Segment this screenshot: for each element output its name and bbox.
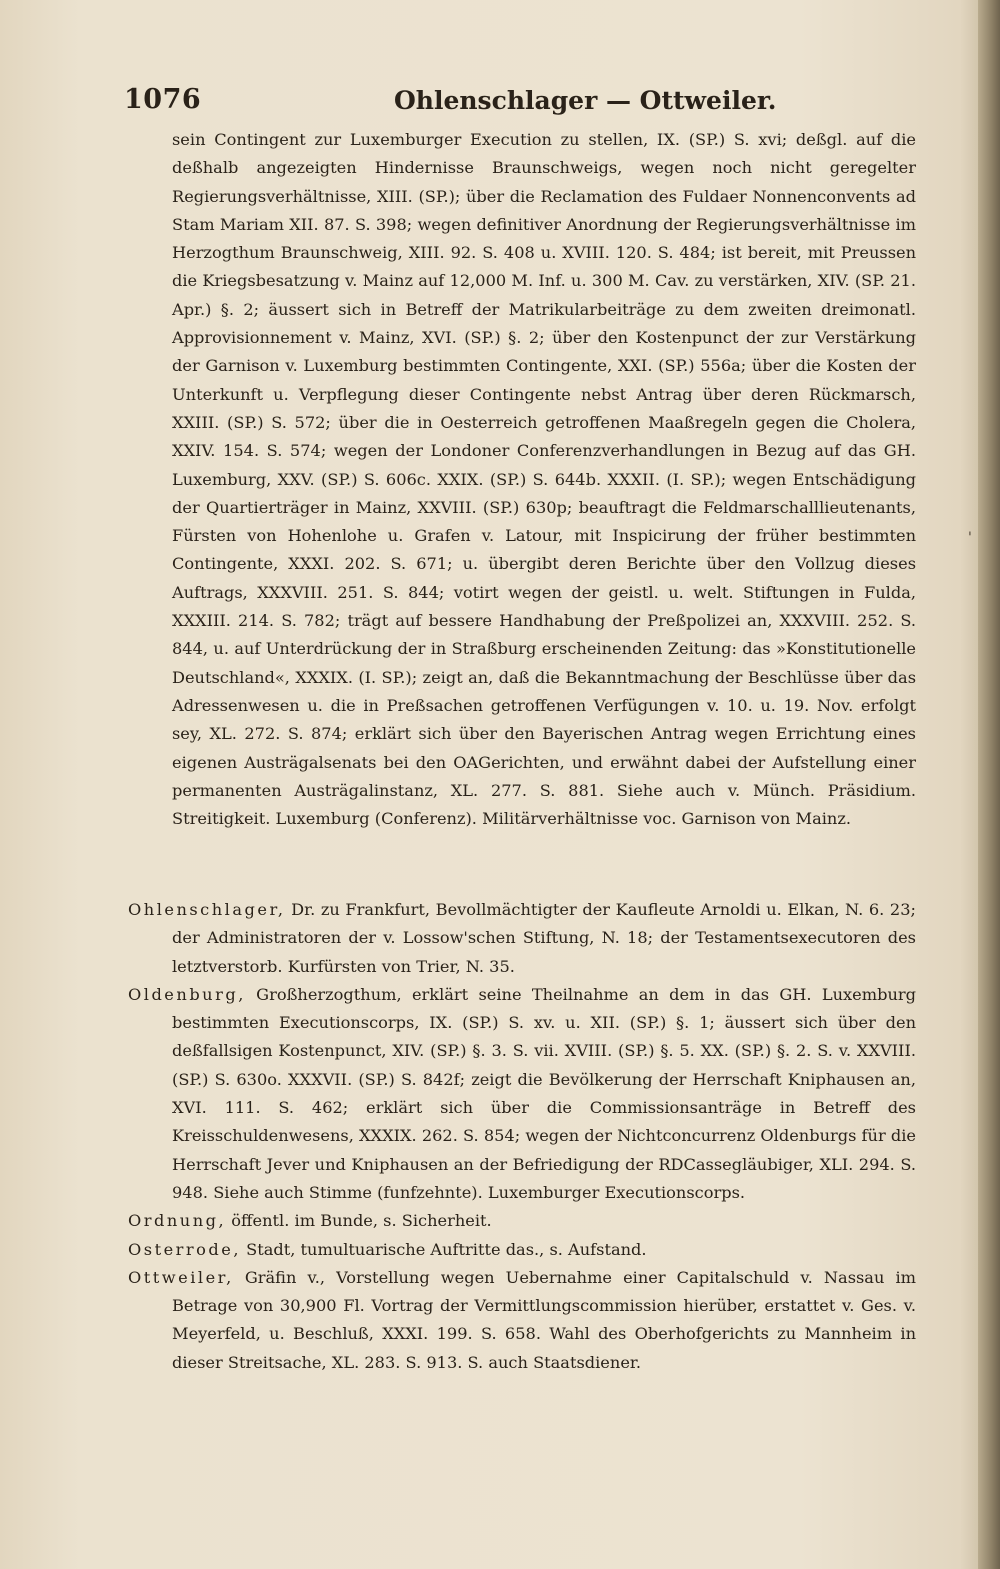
page-number: 1076 [124,84,202,115]
continuation-paragraph: sein Contingent zur Luxemburger Execution zu stellen, IX. (SP.) S. xvi; deßgl. auf die deßhalb angezeigten Hindernisse Braunschweigs, wegen noch nicht geregelter Regierungsverhältnisse, XIII. (SP.); über die Reclamation des Fuldaer Nonnenconvents ad Stam Mariam XII. 87. S. 398; wegen definitiver Anordnung der Regierungsverhältnisse im Herzogthum Braunschweig, XIII. 92. S. 408 u. XVIII. 120. S. 484; ist bereit, mit Preussen die Kriegsbesatzung v. Mainz auf 12,000 M. Inf. u. 300 M. Cav. zu verstärken, XIV. (SP. 21. Apr.) §. 2; äussert sich in Betreff der Matrikularbeiträge zu dem zweiten dreimonatl. Approvisionnement v. Mainz, XVI. (SP.) §. 2; über den Kostenpunct der zur Verstärkung der Garnison v. Luxemburg bestimmten Contingente, XXI. (SP.) 556a; über die Kosten der Unterkunft u. Verpflegung dieser Contingente nebst Antrag über deren Rückmarsch, XXIII. (SP.) S. 572; über die in Oesterreich getroffenen Maaßregeln gegen die Cholera, XXIV. 154. S. 574; wegen der Londoner Conferenzverhandlungen in Bezug auf das GH. Luxemburg, XXV. (SP.) S. 606c. XXIX. (SP.) S. 644b. XXXII. (I. SP.); wegen Entschädigung der Quartierträger in Mainz, XXVIII. (SP.) 630p; beauftragt die Feldmarschalllieutenants, Fürsten von Hohenlohe u. Grafen v. Latour, mit Inspicirung der früher bestimmten Contingente, XXXI. 202. S. 671; u. übergibt deren Berichte über den Vollzug dieses Auftrags, XXXVIII. 251. S. 844; votirt wegen der geistl. u. welt. Stiftungen in Fulda, XXXIII. 214. S. 782; trägt auf bessere Handhabung der Preßpolizei an, XXXVIII. 252. S. 844, u. auf Unterdrückung der in Straßburg erscheinenden Zeitung: das »Konstitutionelle Deutschland«, XXXIX. (I. SP.); zeigt an, daß die Bekanntmachung der Beschlüsse über das Adressenwesen u. die in Preßsachen getroffenen Verfügungen v. 10. u. 19. Nov. erfolgt sey, XL. 272. S. 874; erklärt sich über den Bayerischen Antrag wegen Errichtung eines eigenen Austrägalsenats bei den OAGerichten, und erwähnt dabei der Aufstellung einer permanenten Austrägalinstanz, XL. 277. S. 881. Siehe auch v. Münch. Präsidium. Streitigkeit. Luxemburg (Conferenz). Militärverhältnisse voc. Garnison von Mainz. [172,130,916,829]
index-entry-oldenburg [128,981,916,1207]
entry-text: Stadt, tumultuarische Auftritte das., s. Aufstand. [240,1239,647,1259]
entry-text: öffentl. im Bunde, s. Sicherheit. [226,1211,492,1231]
entry-lemma: Ottweiler, [128,1267,234,1287]
entry-lemma: Ordnung, [128,1211,227,1231]
index-entry-ottweiler [128,1264,916,1377]
margin-mark: ' [968,530,972,546]
page-gutter-shadow [978,0,1000,1569]
entry-text: Dr. zu Frankfurt, Bevollmächtigter der Kaufleute Arnoldi u. Elkan, N. 6. 23; der Administratoren der v. Lossow'schen Stiftung, N. 18; der Testamentsexecutoren des letztverstorb. Kurfürsten von Trier, N. 35. [172,900,916,976]
index-entries [128,896,916,1377]
page-header [124,82,914,122]
index-entry-ohlenschlager [128,896,916,981]
index-continuation-block [172,126,916,833]
entry-lemma: Oldenburg, [128,984,246,1004]
index-entry-osterrode [128,1236,916,1264]
entry-lemma: Ohlenschlager, [128,900,286,919]
index-entry-ordnung [128,1207,916,1235]
entry-text: Großherzogthum, erklärt seine Theilnahme an dem in das GH. Luxemburg bestimmten Executionscorps, IX. (SP.) S. xv. u. XII. (SP.) §. 1; äussert sich über den deßfallsigen Kostenpunct, XIV. (SP.) §. 3. S. vii. XVIII. (SP.) §. 5. XX. (SP.) §. 2. S. v. XXVIII. (SP.) S. 630o. XXXVII. (SP.) S. 842f; zeigt die Bevölkerung der Herrschaft Kniphausen an, XVI. 111. S. 462; erklärt sich über die Commissionsanträge in Betreff des Kreisschuldenwesens, XXXIX. 262. S. 854; wegen der Nichtconcurrenz Oldenburgs für die Herrschaft Jever und Kniphausen an der Befriedigung der RDCassegläubiger, XLI. 294. S. 948. Siehe auch Stimme (funfzehnte). Luxemburger Executionscorps. [172,984,916,1202]
entry-lemma: Osterrode, [128,1239,241,1259]
running-title: Ohlenschlager — Ottweiler. [394,86,777,115]
entry-text: Gräfin v., Vorstellung wegen Uebernahme einer Capitalschuld v. Nassau im Betrage von 30,900 Fl. Vortrag der Vermittlungscommission hierüber, erstattet v. Ges. v. Meyerfeld, u. Beschluß, XXXI. 199. S. 658. Wahl des Oberhofgerichts zu Mannheim in dieser Streitsache, XL. 283. S. 913. S. auch Staatsdiener. [172,1267,916,1372]
